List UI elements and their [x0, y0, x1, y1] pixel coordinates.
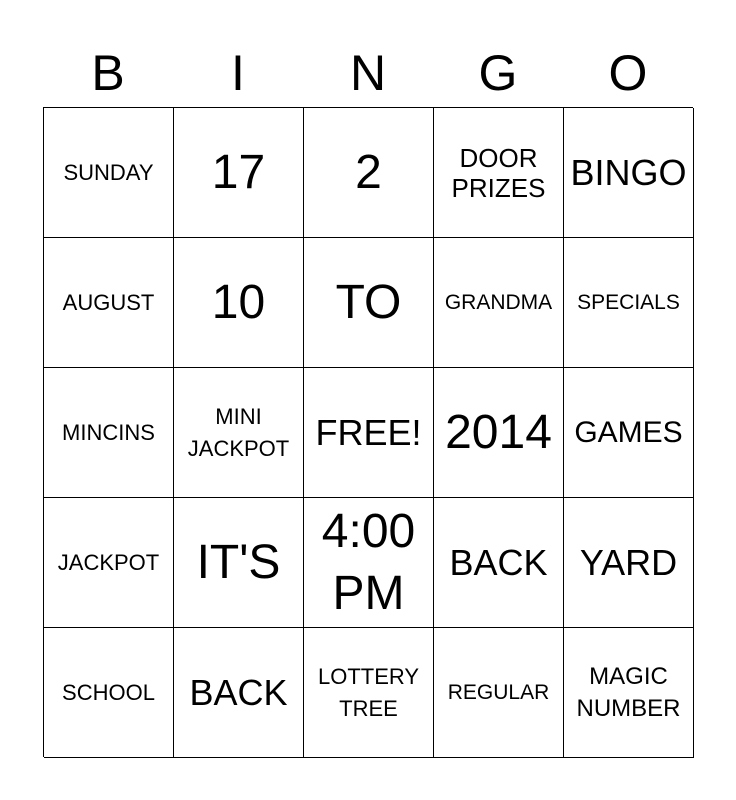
bingo-cell[interactable]: MINI JACKPOT [174, 368, 304, 498]
bingo-cell[interactable]: 10 [174, 238, 304, 368]
free-space-cell[interactable]: FREE! [304, 368, 434, 498]
bingo-board [43, 107, 693, 757]
bingo-cell[interactable]: BACK [434, 498, 564, 628]
bingo-cell[interactable]: TO [304, 238, 434, 368]
bingo-cell[interactable]: YARD [564, 498, 694, 628]
bingo-cell[interactable]: GAMES [564, 368, 694, 498]
bingo-cell[interactable]: GRANDMA [434, 238, 564, 368]
bingo-cell[interactable]: 2 [304, 108, 434, 238]
bingo-cell[interactable]: SUNDAY [44, 108, 174, 238]
bingo-cell[interactable]: 4:00 PM [304, 498, 434, 628]
header-letter-o: O [608, 45, 648, 101]
bingo-cell[interactable]: MINCINS [44, 368, 174, 498]
bingo-header [43, 42, 693, 104]
header-letter-g: G [478, 45, 518, 101]
bingo-cell[interactable]: DOOR PRIZES [434, 108, 564, 238]
bingo-cell[interactable]: BINGO [564, 108, 694, 238]
bingo-cell[interactable]: SPECIALS [564, 238, 694, 368]
bingo-cell[interactable]: MAGIC NUMBER [564, 628, 694, 758]
header-letter-b: B [91, 45, 125, 101]
bingo-cell[interactable]: AUGUST [44, 238, 174, 368]
bingo-cell[interactable]: IT'S [174, 498, 304, 628]
header-letter-n: N [349, 45, 387, 101]
bingo-cell[interactable]: JACKPOT [44, 498, 174, 628]
bingo-cell[interactable]: REGULAR [434, 628, 564, 758]
header-letter-i: I [231, 45, 245, 101]
bingo-cell[interactable]: SCHOOL [44, 628, 174, 758]
bingo-cell[interactable]: LOTTERY TREE [304, 628, 434, 758]
bingo-cell[interactable]: BACK [174, 628, 304, 758]
bingo-cell[interactable]: 17 [174, 108, 304, 238]
bingo-cell[interactable]: 2014 [434, 368, 564, 498]
